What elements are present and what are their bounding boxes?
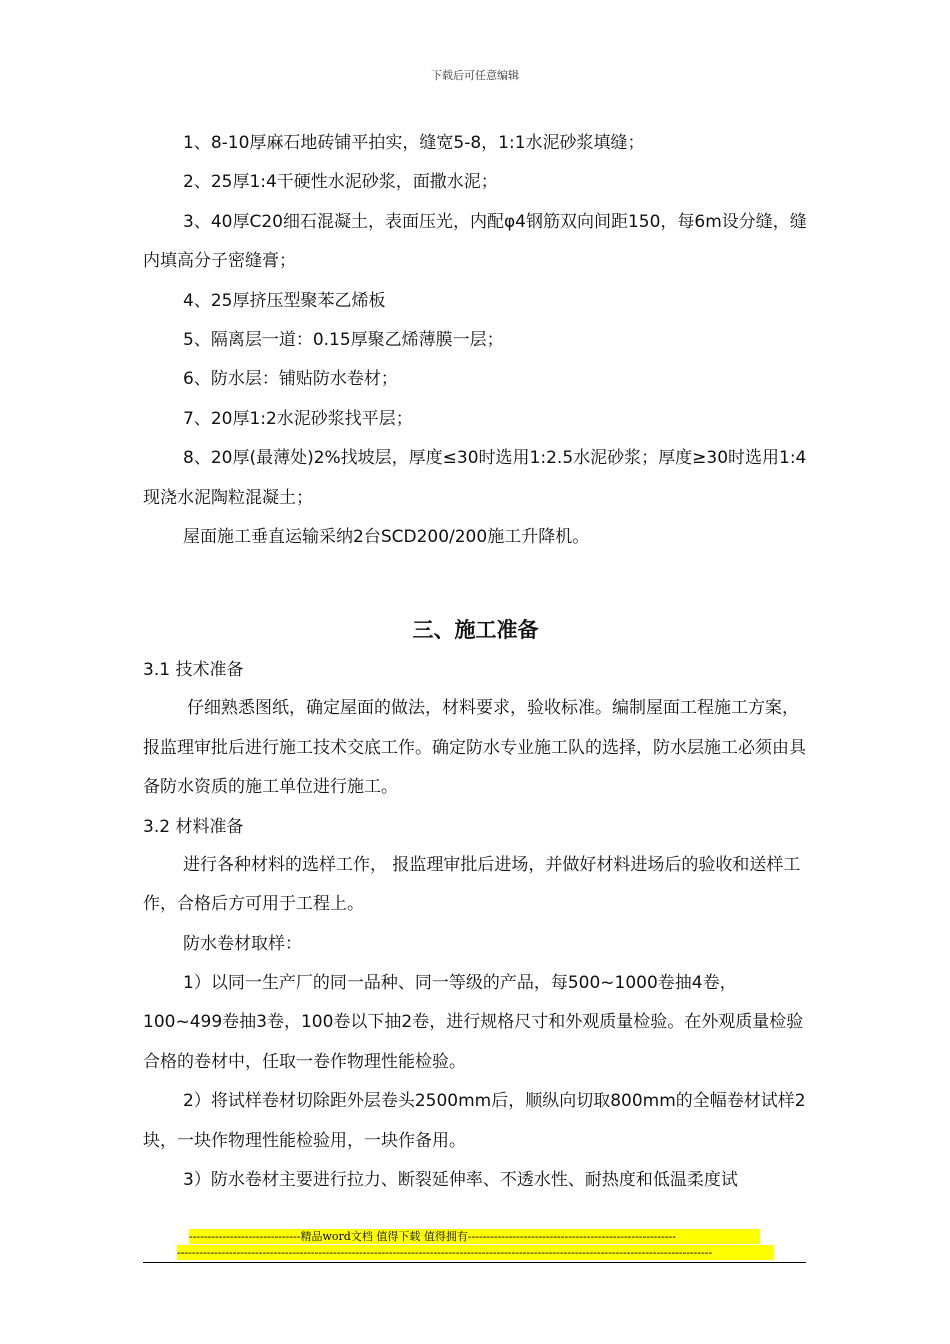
material-prep-paragraph: 进行各种材料的选样工作， 报监理审批后进场，并做好材料进场后的验收和送样工作，合格后方可用于工程上。 [143, 854, 801, 915]
tech-prep-paragraph: 仔细熟悉图纸，确定屋面的做法，材料要求，验收标准。编制屋面工程施工方案，报监理审批后进行施工技术交底工作。确定防水专业施工队的选择，防水层施工必须由具备防水资质的施工单位进行施工。 [143, 698, 806, 798]
sampling-heading: 防水卷材取样： [183, 933, 302, 954]
sampling-rule-1: 1）以同一生产厂的同一品种、同一等级的产品，每500~1000卷抽4卷，100~499卷抽3卷，100卷以下抽2卷，进行规格尺寸和外观质量检验。在外观质量检验合格的卷材中，任取一卷作物理性能检验。 [143, 972, 804, 1072]
sampling-rule-2: 2）将试样卷材切除距外层卷头2500mm后，顺纵向切取800mm的全幅卷材试样2块，一块作物理性能检验用，一块作备用。 [143, 1091, 806, 1151]
subsection-3-2: 3.2 材料准备 [143, 816, 244, 837]
spec-item-5: 5、隔离层一道：0.15厚聚乙烯薄膜一层； [183, 330, 504, 351]
section-spacer [143, 557, 808, 615]
spec-item-7: 7、20厚1:2水泥砂浆找平层； [183, 408, 413, 429]
document-body [143, 124, 808, 1200]
spec-item-8: 8、20厚(最薄处)2%找坡层，厚度≤30时选用1:2.5水泥砂浆；厚度≥30时选用1:4现浇水泥陶粒混凝土； [143, 448, 807, 508]
footer-rule [143, 1262, 806, 1263]
spec-item-2: 2、25厚1:4干硬性水泥砂浆，面撒水泥； [183, 172, 498, 193]
section-title: 三、施工准备 [412, 618, 539, 643]
lift-note: 屋面施工垂直运输采纳2台SCD200/200施工升降机。 [183, 527, 590, 548]
header-note: 下载后可任意编辑 [431, 69, 519, 82]
sampling-rule-3: 3）防水卷材主要进行拉力、断裂延伸率、不透水性、耐热度和低温柔度试 [183, 1169, 738, 1190]
footer-banner-line-1: ------------------------------精品word文档 值得下载 值得拥有-------------------------------------------------------- [189, 1229, 760, 1244]
spec-item-6: 6、防水层：铺贴防水卷材； [183, 369, 398, 390]
footer-banner-line-2: ------------------------------------------------------------------------------------------------------------------------------------------------ [177, 1245, 774, 1260]
spec-item-4: 4、25厚挤压型聚苯乙烯板 [183, 290, 386, 311]
subsection-3-1: 3.1 技术准备 [143, 660, 244, 681]
spec-item-1: 1、8-10厚麻石地砖铺平拍实，缝宽5-8，1:1水泥砂浆填缝； [183, 133, 645, 153]
spec-item-3: 3、40厚C20细石混凝土，表面压光，内配φ4钢筋双向间距150，每6m设分缝，缝内填高分子密缝膏； [143, 211, 807, 272]
